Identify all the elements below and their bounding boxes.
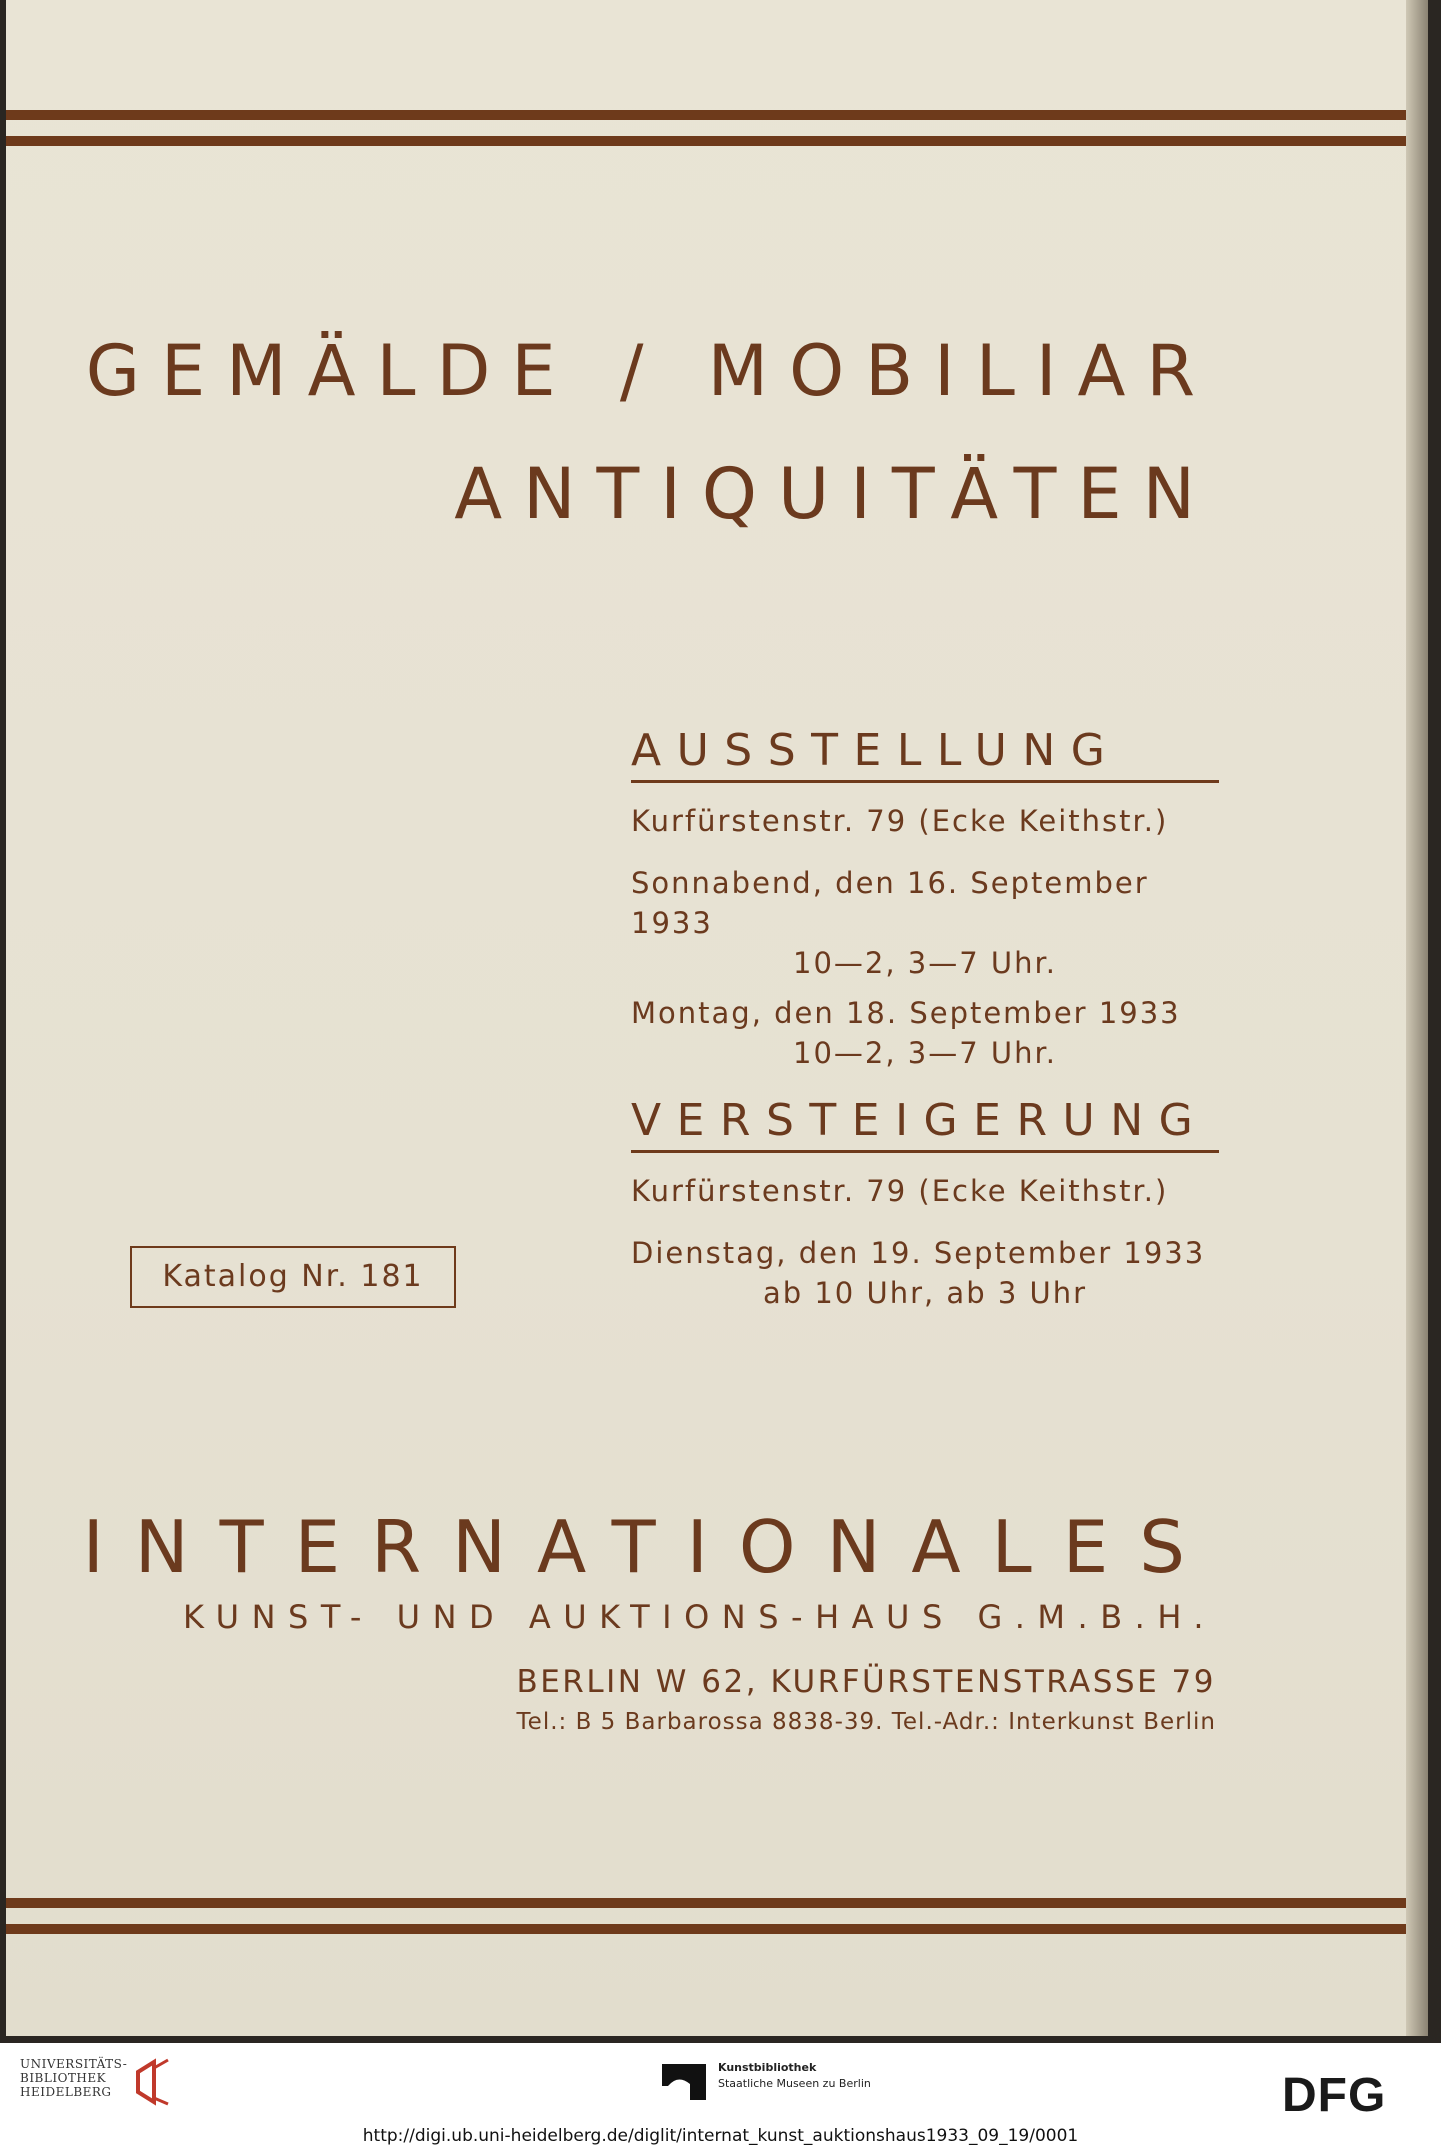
kunstbibliothek-logo-icon	[660, 2060, 708, 2104]
versteigerung-time: ab 10 Uhr, ab 3 Uhr	[762, 1276, 1088, 1310]
company-telephone: Tel.: B 5 Barbarossa 8838-39. Tel.-Adr.: Interkunst Berlin	[516, 1709, 1216, 1735]
company-name: INTERNATIONALES	[82, 1505, 1216, 1589]
ausstellung-date-1: Sonnabend, den 16. September 1933	[631, 866, 1149, 940]
kb-line-2: Staatliche Museen zu Berlin	[718, 2077, 871, 2090]
ausstellung-time-2: 10—2, 3—7 Uhr.	[793, 1036, 1057, 1070]
ausstellung-block	[631, 725, 1219, 1073]
catalog-cover	[6, 0, 1406, 2036]
bottom-rule-2	[6, 1924, 1406, 1934]
company-address: BERLIN W 62, KURFÜRSTENSTRASSE 79	[516, 1664, 1216, 1700]
ausstellung-date-2: Montag, den 18. September 1933	[631, 996, 1181, 1030]
permalink-url[interactable]: http://digi.ub.uni-heidelberg.de/diglit/internat_kunst_auktionshaus1933_09_19/0001	[362, 2126, 1079, 2146]
bottom-rule-1	[6, 1898, 1406, 1908]
ub-heidelberg-logo-icon	[132, 2058, 174, 2106]
catalog-number-box: Katalog Nr. 181	[130, 1246, 456, 1308]
ausstellung-time-1: 10—2, 3—7 Uhr.	[793, 946, 1057, 980]
versteigerung-heading: VERSTEIGERUNG	[631, 1095, 1219, 1153]
ausstellung-heading: AUSSTELLUNG	[631, 725, 1219, 783]
company-subtitle: KUNST- UND AUKTIONS-HAUS G.M.B.H.	[183, 1598, 1216, 1636]
ub-line-1: UNIVERSITÄTS-	[20, 2057, 128, 2071]
ub-line-3: HEIDELBERG	[20, 2085, 112, 2099]
ub-line-2: BIBLIOTHEK	[20, 2071, 107, 2085]
page-edge	[1406, 0, 1428, 2036]
dfg-logo: DFG	[1282, 2069, 1387, 2122]
top-rule-1	[6, 110, 1406, 120]
title-line-1: GEMÄLDE / MOBILIAR	[85, 330, 1216, 412]
kunstbibliothek-logo-text	[718, 2060, 871, 2092]
versteigerung-block	[631, 1095, 1219, 1313]
ub-heidelberg-logo-text	[20, 2057, 127, 2099]
title-line-2: ANTIQUITÄTEN	[454, 453, 1216, 535]
versteigerung-date: Dienstag, den 19. September 1933	[631, 1236, 1206, 1270]
ausstellung-address: Kurfürstenstr. 79 (Ecke Keithstr.)	[631, 804, 1169, 838]
top-rule-2	[6, 136, 1406, 146]
kb-line-1: Kunstbibliothek	[718, 2061, 817, 2074]
versteigerung-address: Kurfürstenstr. 79 (Ecke Keithstr.)	[631, 1174, 1169, 1208]
